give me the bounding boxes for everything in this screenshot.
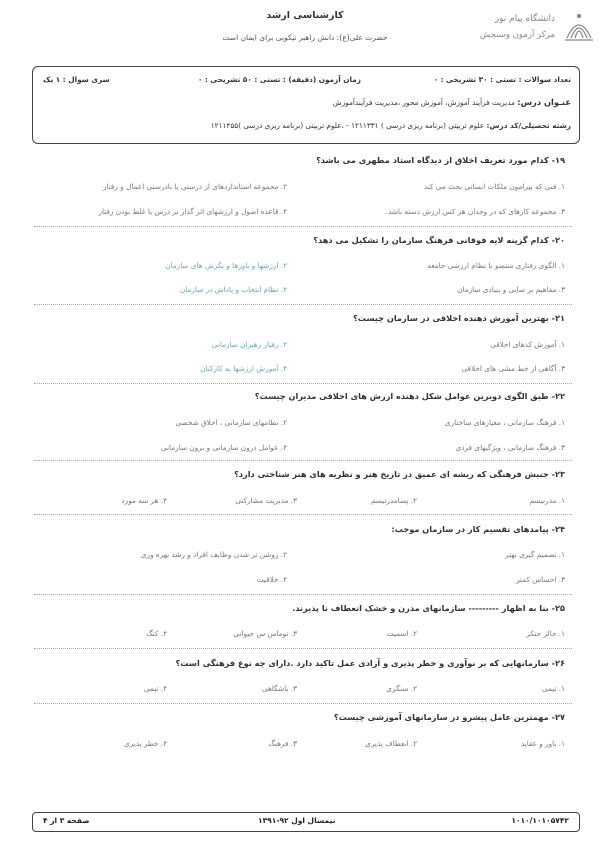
question-divider: [34, 594, 572, 595]
question-count: تعداد سوالات : تستی : ۳۰ تشریحی : ۰: [433, 75, 571, 84]
exam-subtitle: حضرت علی(ع): دانش راهبر نیکویی برای ایمان است: [222, 33, 388, 42]
exam-term: نیمسال اول ۹۲-۱۳۹۱: [258, 816, 336, 825]
question-divider: [34, 304, 572, 305]
university-logo: [429, 6, 599, 56]
field-row: [211, 121, 571, 130]
q24-option-1[interactable]: ۱. تصمیم گیری بهتر: [505, 550, 565, 559]
exam-code: ۱۰۱۰/۱۰۱۰۵۷۴۲: [511, 816, 569, 825]
q27-option-4[interactable]: ۴. خطر پذیری: [123, 739, 167, 748]
exam-footer: [32, 812, 580, 832]
q20-option-4[interactable]: ۴. نظام انتخاب و پاداش در سازمان: [179, 285, 287, 294]
q21-option-3[interactable]: ۳. آگاهی از خط مشی های اخلاقی: [461, 364, 565, 373]
q26-option-2[interactable]: ۲. سنگری: [386, 684, 417, 693]
header-center: [180, 6, 430, 42]
q26-option-4[interactable]: ۴. تیمی: [143, 684, 167, 693]
q22-option-4[interactable]: ۴. عوامل درون سازمانی و برون سازمانی: [160, 443, 287, 452]
question-25: ۲۵- بنا به اظهار --------- سازمانهای مدرن و خشک انعطاف نا پذیرند.: [292, 603, 565, 613]
field-label: رشته تحصیلی/کد درس:: [486, 121, 571, 130]
q19-option-3[interactable]: ۳. مجموعه کارهای که در وجدان هر کس ارزش دسته باشد.: [385, 207, 565, 216]
q22-option-1[interactable]: ۱. فرهنگ سازمانی ، معیارهای ساختاری: [444, 418, 565, 427]
q25-option-3[interactable]: ۳. توماس س جیوانی: [233, 629, 297, 638]
question-27: ۲۷- مهمترین عامل پیشرو در سازمانهای آموزشی چیست؟: [333, 712, 565, 722]
q21-option-2[interactable]: ۲. رفتار رهبران سازمانی: [211, 340, 287, 349]
question-series: سری سوال : ۱ یک: [43, 75, 110, 84]
q19-option-2[interactable]: ۲. مجموعه استانداردهای از درستی یا نادرستی اعمال و رفتار: [102, 182, 287, 191]
q25-option-2[interactable]: ۲. اسمیت: [386, 629, 417, 638]
question-divider: [34, 226, 572, 227]
course-label: عنـوان درس:: [517, 97, 571, 107]
question-23: ۲۳- جنبش فرهنگی که ریشه ای عمیق در تاریخ هنر و نظریه های هنر شناختی دارد؟: [234, 469, 565, 479]
q20-option-1[interactable]: ۱. الگوی رفتاری منتضو با نظام ارزشی جامعه: [427, 261, 565, 270]
question-20: ۲۰- کدام گزینه لایه فوقانی فرهنگ سازمان را تشکیل می دهد؟: [313, 235, 565, 245]
logo-university-name: دانشگاه پیام نور: [494, 14, 555, 24]
page-number: صفحه ۳ از ۴: [43, 816, 90, 825]
logo-center-name: مرکز آزمون وسنجش: [479, 30, 555, 40]
question-divider: [34, 648, 572, 649]
question-24: ۲۴- پیامدهای تقسیم کار در سازمان موجب:: [391, 524, 565, 534]
q21-option-1[interactable]: ۱. آموزش کدهای اخلاقی: [490, 340, 565, 349]
q23-option-2[interactable]: ۲. پسامدرنیسم: [370, 496, 417, 505]
question-19: ۱۹- کدام مورد تعریف اخلاق از دیدگاه استاد مطهری می باشد؟: [316, 155, 565, 165]
q23-option-4[interactable]: ۴. هر سه مورد: [121, 496, 167, 505]
question-divider: [34, 703, 572, 704]
question-21: ۲۱- بهترین آموزش دهنده اخلاقی در سازمان چیست؟: [353, 313, 565, 323]
q27-option-2[interactable]: ۲. انعطاف پذیری: [365, 739, 417, 748]
question-26: ۲۶- سازمانهایی که بر نوآوری و خطر پذیری و آزادی عمل تاکید دارد .دارای چه نوع فرهنگی است؟: [175, 658, 565, 668]
q23-option-1[interactable]: ۱. مدرنیسم: [529, 496, 565, 505]
q19-option-4[interactable]: ۴. قاعده اصول و ارزشهای اثر گذار بر درس یا غلط بودن رفتار: [98, 207, 287, 216]
q26-option-3[interactable]: ۳. باشگاهی: [261, 684, 297, 693]
q22-option-3[interactable]: ۳. فرهنگ سازمانی ، ویژگیهای فردی: [455, 443, 565, 452]
q20-option-3[interactable]: ۳. مفاهیم بر سایی و بنیادی سازمان: [457, 285, 565, 294]
question-22: ۲۲- طبق الگوی دوبرین عوامل شکل دهنده ارزش های اخلاقی مدیران چیست؟: [254, 391, 565, 401]
q23-option-3[interactable]: ۳. مدیریت مشارکتی: [235, 496, 297, 505]
exam-info-box: [32, 66, 580, 144]
q24-option-3[interactable]: ۳. احساس کمتر: [516, 575, 565, 584]
question-divider: [34, 460, 572, 461]
question-divider: [34, 514, 572, 515]
university-emblem-icon: [559, 8, 599, 48]
q24-option-2[interactable]: ۲. روشن تر شدن وظایف افراد و رشد بهره وری: [140, 550, 287, 559]
q27-option-3[interactable]: ۳. فرهنگ: [268, 739, 297, 748]
q27-option-1[interactable]: ۱. باور و عقاید: [520, 739, 565, 748]
question-divider: [34, 383, 572, 384]
course-name: مدیریت فرآیند آموزش، آموزش محور ،مدیریت فرآیندآموزش: [332, 98, 515, 107]
q25-option-1[interactable]: ۱. جالز جنکز: [526, 629, 565, 638]
q24-option-4[interactable]: ۴. خلاقیت: [256, 575, 287, 584]
exam-time: زمان آزمون (دقیقه) : تستی : ۵۰ تشریحی : ۰: [197, 75, 361, 84]
q21-option-4[interactable]: ۴. آموزش ارزشها به کارکنان: [200, 364, 287, 373]
q20-option-2[interactable]: ۲. ارزشها و باورها و نگرش های سازمان: [165, 261, 287, 270]
q25-option-4[interactable]: ۴. کنگ: [146, 629, 167, 638]
exam-title: کارشناسی ارشد: [266, 10, 344, 21]
q26-option-1[interactable]: ۱. تیمی: [541, 684, 565, 693]
course-row: [333, 97, 571, 107]
field-name: علوم تربیتی (برنامه ریزی درسی ) ۱۲۱۱۳۳۱ - ،علوم تربیتی (برنامه ریزی درسی )۱۲۱۱۴۵۵: [210, 121, 485, 130]
q22-option-2[interactable]: ۲. نظامهای سازمانی ، اخلاق شخصی: [175, 418, 287, 427]
q19-option-1[interactable]: ۱. فنی که پیرامون ملکات انسانی بحث می کند: [423, 182, 565, 191]
